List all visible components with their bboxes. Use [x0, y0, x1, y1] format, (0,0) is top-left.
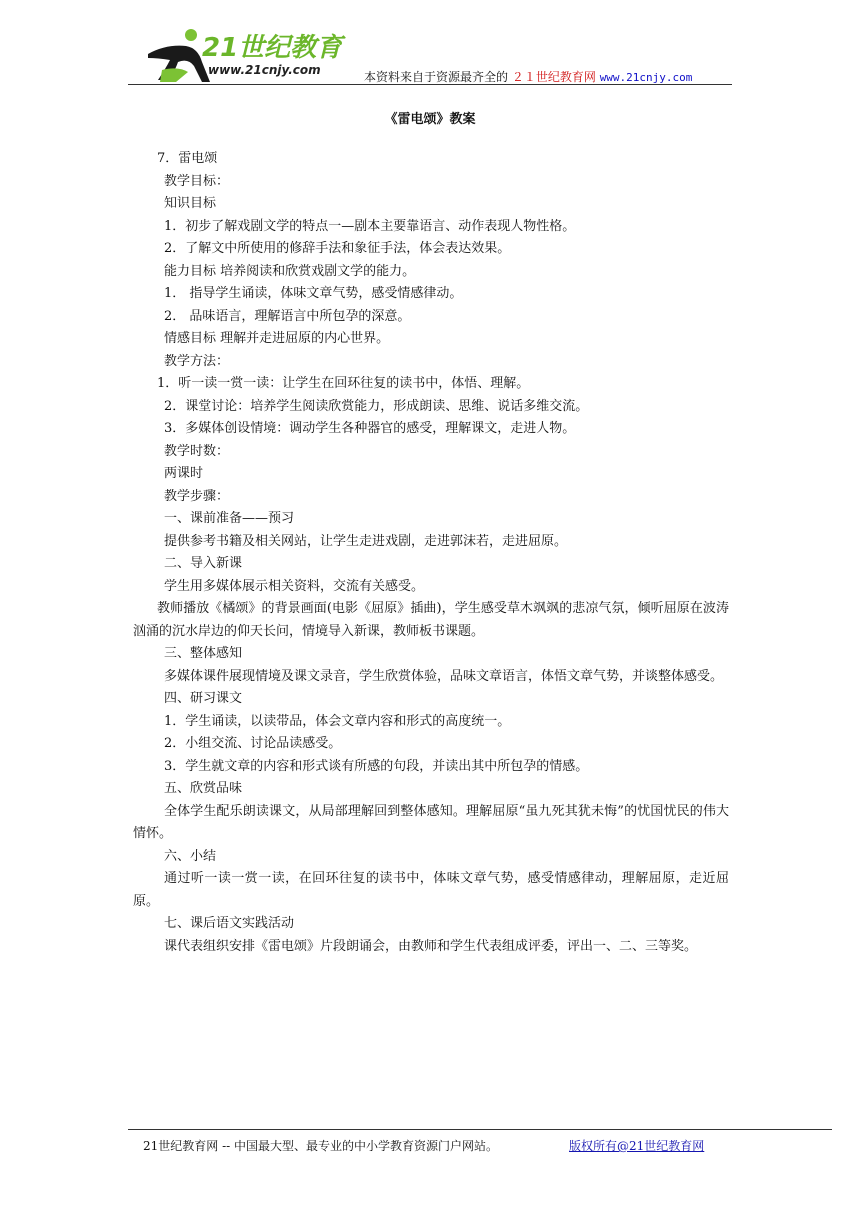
document-body [133, 148, 729, 958]
section-heading: 五、欣赏品味 [164, 781, 243, 796]
text-line: 2．课堂讨论：培养学生阅读欣赏能力，形成朗读、思维、说话多维交流。 [164, 398, 589, 414]
text-line: 教学目标： [164, 173, 230, 189]
text-line: 教学时数： [164, 443, 230, 459]
text-paragraph: 全体学生配乐朗读课文，从局部理解回到整体感知。理解屈原“虽九死其犹未悔”的忧国忧民的伟大情怀。 [133, 803, 729, 841]
text-line: 1．学生诵读，以读带品，体会文章内容和形式的高度统一。 [164, 713, 511, 729]
text-line: 1．听一读一赏一读：让学生在回环往复的读书中，体悟、理解。 [157, 376, 530, 391]
text-line: 1．初步了解戏剧文学的特点一—剧本主要靠语言、动作表现人物性格。 [164, 218, 576, 234]
text-line: 2．小组交流、讨论品读感受。 [164, 736, 342, 751]
text-line: 2．了解文中所使用的修辞手法和象征手法，体会表达效果。 [164, 241, 511, 256]
document-title: 《雷电颂》教案 [384, 112, 476, 127]
text-line: 提供参考书籍及相关网站，让学生走进戏剧，走进郭沫若，走进屈原。 [164, 533, 568, 549]
tagline-url-link[interactable]: www.21cnjy.com [599, 71, 693, 84]
header-tagline [364, 68, 692, 85]
logo-url-text: www.21cnjy.com [208, 63, 321, 77]
page-header [128, 22, 732, 88]
text-paragraph: 教师播放《橘颂》的背景画面(电影《屈原》插曲)，学生感受草木飒飒的悲凉气氛，倾听屈原在波涛汹涌的沉水岸边的仰天长问，情境导入新课，教师板书课题。 [133, 601, 729, 639]
text-line: 学生用多媒体展示相关资料，交流有关感受。 [164, 578, 425, 594]
text-line: 两课时 [164, 466, 204, 481]
text-line: 知识目标 [164, 196, 217, 211]
text-paragraph: 通过听一读一赏一读，在回环往复的读书中，体味文章气势，感受情感律动，理解屈原，走近屈原。 [133, 871, 729, 909]
section-heading: 一、课前准备——预习 [164, 511, 295, 526]
text-paragraph: 多媒体课件展现情境及课文录音，学生欣赏体验，品味文章语言，体悟文章气势，并谈整体感受。 [164, 668, 724, 684]
footer-text: 21世纪教育网 -- 中国最大型、最专业的中小学教育资源门户网站。 [143, 1139, 499, 1153]
logo-brand-text: 21世纪教育 [202, 33, 343, 63]
section-heading: 7．雷电颂 [157, 151, 218, 166]
section-heading: 二、导入新课 [164, 556, 243, 571]
section-heading: 七、课后语文实践活动 [164, 916, 295, 931]
site-logo [136, 22, 346, 84]
text-line: 课代表组织安排《雷电颂》片段朗诵会，由教师和学生代表组成评委，评出一、二、三等奖。 [164, 938, 698, 954]
tagline-prefix: 本资料来自于资源最齐全的 [364, 70, 509, 84]
text-line: 3．多媒体创设情境：调动学生各种器官的感受，理解课文，走进人物。 [164, 421, 576, 436]
text-line: 情感目标 理解并走进屈原的内心世界。 [164, 331, 390, 346]
text-line: 2． 品味语言，理解语言中所包孕的深意。 [164, 308, 411, 324]
text-line: 教学步骤： [164, 488, 230, 504]
tagline-brand: ２１世纪教育网 [511, 70, 596, 84]
text-line: 1． 指导学生诵读，体味文章气势，感受情感律动。 [164, 286, 463, 301]
text-line: 能力目标 培养阅读和欣赏戏剧文学的能力。 [164, 263, 416, 279]
section-heading: 四、研习课文 [164, 691, 243, 706]
text-line: 教学方法： [164, 353, 230, 369]
footer-divider [128, 1129, 832, 1130]
header-divider [128, 84, 732, 85]
copyright-link[interactable]: 版权所有@21世纪教育网 [569, 1139, 705, 1153]
text-line: 3．学生就文章的内容和形式谈有所感的句段，并读出其中所包孕的情感。 [164, 758, 589, 774]
section-heading: 六、小结 [164, 848, 217, 864]
section-heading: 三、整体感知 [164, 646, 243, 661]
